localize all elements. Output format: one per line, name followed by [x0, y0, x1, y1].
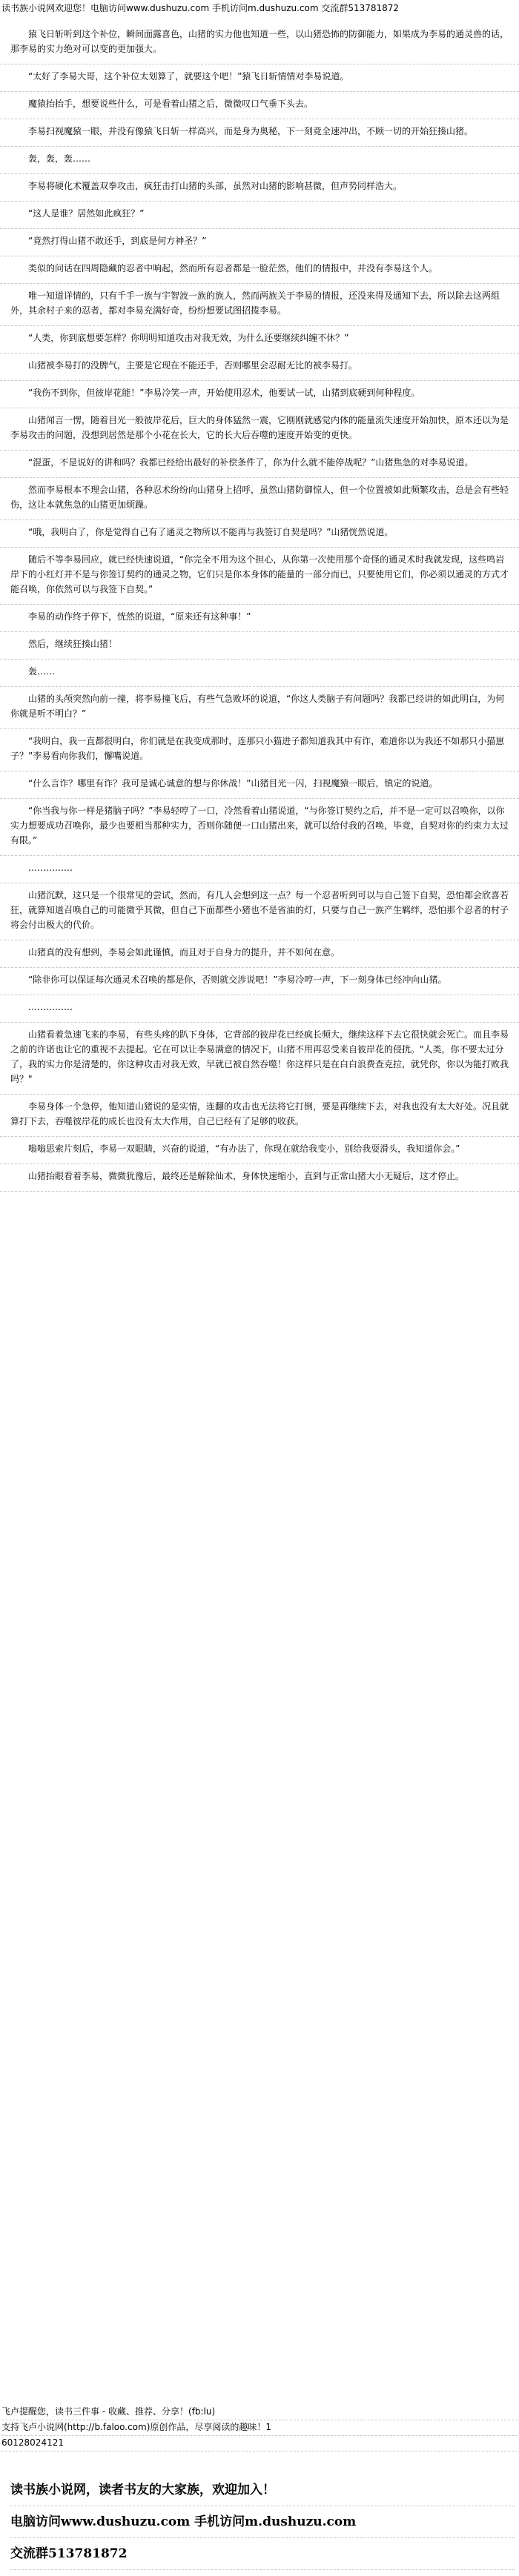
- paragraph: 李易的动作终于停下，恍然的说道，“原来还有这种事！”: [0, 605, 519, 632]
- paragraph: 山猪闻言一愣，随着目光一般彼岸花后，巨大的身体猛然一震，它刚刚就感觉内体的能量流失速度开始加快，原本还以为是李易攻击的问题，没想到居然是那个小花在长大，它的长大后吞噬的速度开始变的更快。: [0, 408, 519, 451]
- paragraph: 轰……: [0, 660, 519, 687]
- footer-reading-tip: 飞卢提醒您，读书三件事 - 收藏、推荐、分享！(fb:lu): [1, 2405, 518, 2420]
- paragraph: 李易扫视魔猿一眼，并没有像猿飞日斩一样高兴，而是身为奥秘，下一刻竟全速冲出，不顾一切的开始狂揍山猪。: [0, 119, 519, 147]
- site-footer-welcome: 读书族小说网，读者书友的大家族，欢迎加入！: [10, 2480, 515, 2506]
- site-footer-group: 交流群513781872: [10, 2544, 515, 2570]
- paragraph: 李易将硬化术覆盖双拳攻击，疯狂击打山猪的头部，虽然对山猪的影响甚微，但声势同样浩大。: [0, 174, 519, 202]
- paragraph: 类似的问话在四周隐藏的忍者中响起，然而所有忍者都是一脸茫然，他们的情报中，并没有李易这个人。: [0, 256, 519, 284]
- paragraph: “哦，我明白了，你是觉得自己有了通灵之物所以不能再与我签订自契是吗？”山猪恍然说道。: [0, 520, 519, 548]
- paragraph: “这人是谁？居然如此疯狂？”: [0, 202, 519, 229]
- footer-support-link[interactable]: 支持飞卢小说网(http://b.faloo.com)原创作品，尽享阅读的趣味！1: [1, 2420, 518, 2436]
- paragraph: 山猪沉默，这只是一个很常见的尝试，然而，有几人会想到这一点？每一个忍者听到可以与自己签下自契，恐怕都会欣喜若狂，就算知道召唤自己的可能微乎其微，但自己下面都些小猪也不是省油的灯，只要与自己一族产生羁绊，恐怕那个忍者的村子将会付出极大的代价。: [0, 883, 519, 940]
- paragraph: 山猪抬眼看着李易，微微犹豫后，最终还是解除仙术，身体快速缩小，直到与正常山猪大小无疑后，这才停止。: [0, 1164, 519, 1192]
- paragraph: 山猪的头颅突然向前一撞，将李易撞飞后，有些气急败坏的说道，“你这人类脑子有问题吗？我都已经讲的如此明白，为何你就是听不明白？”: [0, 687, 519, 729]
- paragraph: ……………: [0, 995, 519, 1023]
- paragraph: “你当我与你一样是猪脑子吗？”李易轻哼了一口，冷然看着山猪说道，“与你签订契约之后，并不是一定可以召唤你，以你实力想要成功召唤你，最少也要相当那种实力，否则你随便一口山猪出来，就可以给付我的召唤，毕竟，自契对你的约束力太过有限。”: [0, 799, 519, 856]
- chapter-body: [0, 22, 519, 1192]
- chapter-footer: [1, 2405, 518, 2451]
- paragraph: 随后不等李易回应，就已经快速说道，“你完全不用为这个担心，从你第一次使用那个奇怪的通灵术时我就发现，这些鸣岩岸下的小红灯并不是与你签订契约的通灵之物，它们只是你本身体的能量的一部分而已，只要使用它们，你必须以通灵的方式才能召唤，你依然可以与我签下自契。”: [0, 548, 519, 605]
- paragraph: 然后，继续狂揍山猪！: [0, 632, 519, 660]
- site-footer-access: 电脑访问www.dushuzu.com 手机访问m.dushuzu.com: [10, 2512, 515, 2538]
- paragraph: 然而李易根本不理会山猪，各种忍术纷纷向山猪身上招呼，虽然山猪防御惊人，但一个位置被如此频繁攻击，总是会有些轻伤，这让本就焦急的山猪更加烦躁。: [0, 478, 519, 520]
- paragraph: 山猪真的没有想到，李易会如此谨慎，而且对于自身力的提升，并不如何在意。: [0, 940, 519, 968]
- paragraph: ……………: [0, 856, 519, 883]
- paragraph: “太好了李易大哥，这个补位太划算了，就要这个吧！”猿飞日斩情情对李易说道。: [0, 64, 519, 92]
- site-footer: [10, 2480, 515, 2576]
- paragraph: 唯一知道详情的，只有千手一族与宇智波一族的族人，然而两族关于李易的情报，还没来得及通知下去，所以除去这两组外，其余村子来的忍者，都对李易充满好奇，纷纷想要试图招揽李易。: [0, 284, 519, 326]
- footer-id: 60128024121: [1, 2436, 518, 2451]
- paragraph: “什么言诈？哪里有诈？我可是诚心诚意的想与你休战！”山猪目光一闪，扫视魔猿一眼后，镇定的说道。: [0, 771, 519, 799]
- paragraph: 李易身体一个急停，他知道山猪说的是实情，连翻的攻击也无法将它打倒，要是再继续下去，对我也没有太大好处。况且就算打下去，吞噬彼岸花的成长也没有太大作用，自己已经有了足够的收获。: [0, 1095, 519, 1137]
- site-header-notice: 读书族小说网欢迎您！电脑访问www.dushuzu.com 手机访问m.dushuzu.com 交流群513781872: [1, 3, 400, 13]
- paragraph: “我明白，我一直都很明白，你们就是在我变成那时，连那只小猫进子都知道我其中有诈，难道你以为我还不如那只小猫崽子？”李易看向你我们，懈嘴说道。: [0, 729, 519, 771]
- paragraph: “混蛋，不是说好的讲和吗？我都已经给出最好的补偿条件了，你为什么就不能停战呢？”山猪焦急的对李易说道。: [0, 451, 519, 478]
- paragraph: 猿飞日斩听到这个补位，瞬间面露喜色，山猪的实力他也知道一些，以山猪恐怖的防御能力，如果成为李易的通灵兽的话，那李易的实力绝对可以变的更加强大。: [0, 22, 519, 64]
- paragraph: “人类，你到底想要怎样？你明明知道攻击对我无效，为什么还要继续纠缠不休？”: [0, 326, 519, 353]
- paragraph: 轰，轰，轰……: [0, 147, 519, 174]
- paragraph: 嗡嗡思索片刻后，李易一双眼睛，兴奋的说道，“有办法了，你现在就给我变小，别给我耍滑头，我知道你会。”: [0, 1137, 519, 1164]
- paragraph: “我伤不到你，但彼岸花能！”李易冷笑一声，开始使用忍术，他要试一试，山猪到底硬到何种程度。: [0, 381, 519, 408]
- paragraph: 魔猿抬抬手，想要说些什么，可是看着山猪之后，微微叹口气垂下头去。: [0, 92, 519, 119]
- paragraph: “除非你可以保证每次通灵术召唤的都是你，否则就交涉说吧！”李易冷哼一声，下一刻身体已经冲向山猪。: [0, 968, 519, 995]
- paragraph: “竟然打得山猪不敢还手，到底是何方神圣？”: [0, 229, 519, 256]
- paragraph: 山猪看着急速飞来的李易，有些头疼的趴下身体，它背部的彼岸花已经疯长频大，继续这样下去它很快就会死亡。而且李易之前的许诺也让它的重视不去提起。它在可以让李易满意的情况下，山猪不用再忍受来自彼岸花的侵扰。"人类，你不要太过分了，我的实力你是清楚的，你这种攻击对我无效，早就已被自然吞噬！你这样只是在白白浪费查克拉，就凭你，你以为能打败我吗？": [0, 1023, 519, 1095]
- paragraph: 山猪被李易打的没脾气，主要是它现在不能还手，否则哪里会忍耐无比的被李易打。: [0, 353, 519, 381]
